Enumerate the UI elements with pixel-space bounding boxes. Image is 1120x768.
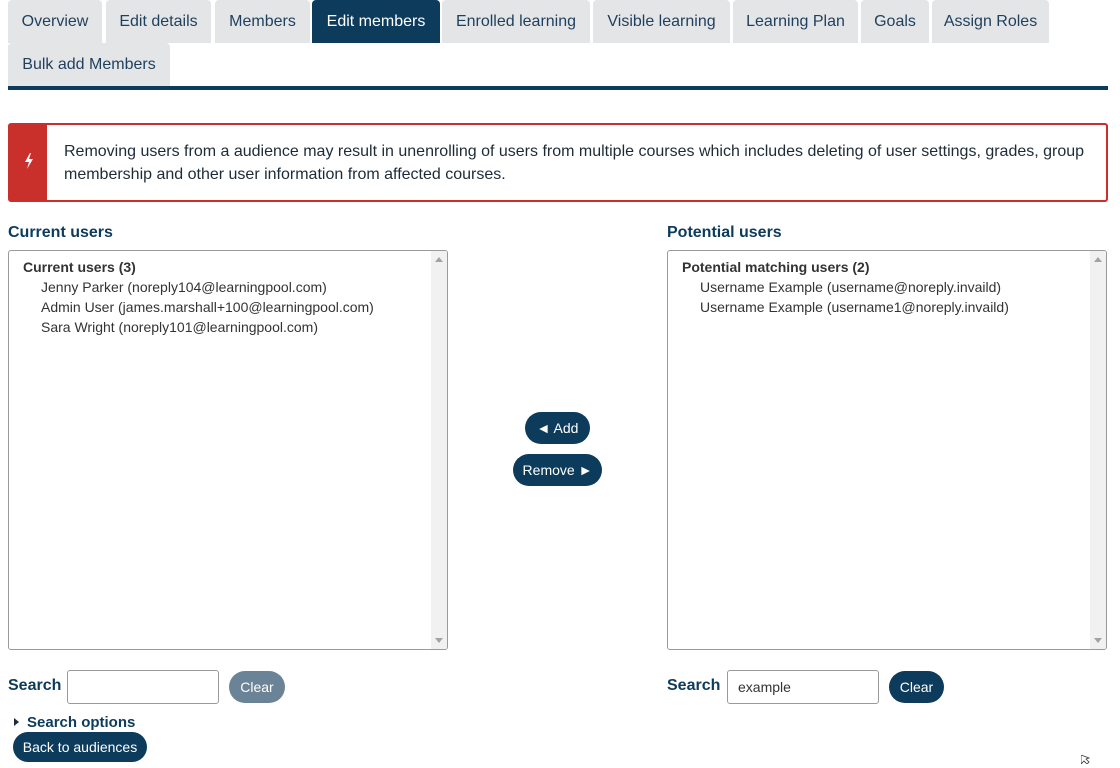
current-search-input[interactable] bbox=[67, 670, 219, 704]
tab-overview[interactable]: Overview bbox=[8, 0, 102, 43]
tab-learning-plan[interactable]: Learning Plan bbox=[733, 0, 858, 43]
tab-members[interactable]: Members bbox=[215, 0, 310, 43]
search-options-label: Search options bbox=[27, 714, 136, 731]
scroll-up-arrow-icon[interactable] bbox=[435, 257, 443, 262]
lightning-icon bbox=[24, 153, 34, 173]
alert-message: Removing users from a audience may result in unenrolling of users from multiple courses which includes deleting of user settings, grades, group membership and other user information from affected courses. bbox=[64, 143, 1085, 183]
tab-edit-details[interactable]: Edit details bbox=[106, 0, 211, 43]
current-search-label: Search bbox=[8, 677, 62, 694]
current-clear-button[interactable]: Clear bbox=[229, 671, 285, 703]
potential-users-scrollbar[interactable] bbox=[1090, 251, 1106, 649]
potential-search-label: Search bbox=[667, 677, 721, 694]
tab-edit-members[interactable]: Edit members bbox=[312, 0, 440, 43]
tab-visible-learning[interactable]: Visible learning bbox=[593, 0, 730, 43]
current-users-heading: Current users bbox=[8, 224, 113, 241]
add-button[interactable]: ◄ Add bbox=[525, 412, 590, 444]
potential-users-listbox[interactable] bbox=[667, 250, 1107, 650]
potential-user-option[interactable]: Username Example (username1@noreply.invaild) bbox=[700, 299, 1009, 315]
warning-alert bbox=[8, 123, 1108, 202]
current-user-option[interactable]: Admin User (james.marshall+100@learningpool.com) bbox=[41, 299, 374, 315]
caret-right-icon bbox=[14, 718, 19, 726]
tab-bulk-add-members[interactable]: Bulk add Members bbox=[8, 43, 170, 86]
tab-underline bbox=[8, 86, 1108, 90]
potential-user-option[interactable]: Username Example (username@noreply.invaild) bbox=[700, 279, 1002, 295]
potential-clear-button[interactable]: Clear bbox=[889, 671, 944, 703]
scroll-down-arrow-icon[interactable] bbox=[1094, 638, 1102, 643]
potential-users-heading: Potential users bbox=[667, 224, 782, 241]
current-user-option[interactable]: Sara Wright (noreply101@learningpool.com) bbox=[41, 319, 318, 335]
current-users-group-label: Current users (3) bbox=[23, 259, 136, 275]
current-users-scrollbar[interactable] bbox=[431, 251, 447, 649]
search-options-toggle[interactable] bbox=[14, 714, 135, 731]
potential-search-input[interactable] bbox=[727, 670, 879, 704]
alert-stripe bbox=[10, 125, 47, 200]
tab-goals[interactable]: Goals bbox=[861, 0, 929, 43]
scroll-down-arrow-icon[interactable] bbox=[435, 638, 443, 643]
tab-assign-roles[interactable]: Assign Roles bbox=[932, 0, 1049, 43]
current-users-listbox[interactable] bbox=[8, 250, 448, 650]
tab-enrolled-learning[interactable]: Enrolled learning bbox=[442, 0, 590, 43]
current-user-option[interactable]: Jenny Parker (noreply104@learningpool.com) bbox=[41, 279, 327, 295]
remove-button[interactable]: Remove ► bbox=[513, 454, 602, 486]
potential-users-group-label: Potential matching users (2) bbox=[682, 259, 870, 275]
scroll-up-arrow-icon[interactable] bbox=[1094, 257, 1102, 262]
back-to-audiences-button[interactable]: Back to audiences bbox=[13, 732, 147, 762]
